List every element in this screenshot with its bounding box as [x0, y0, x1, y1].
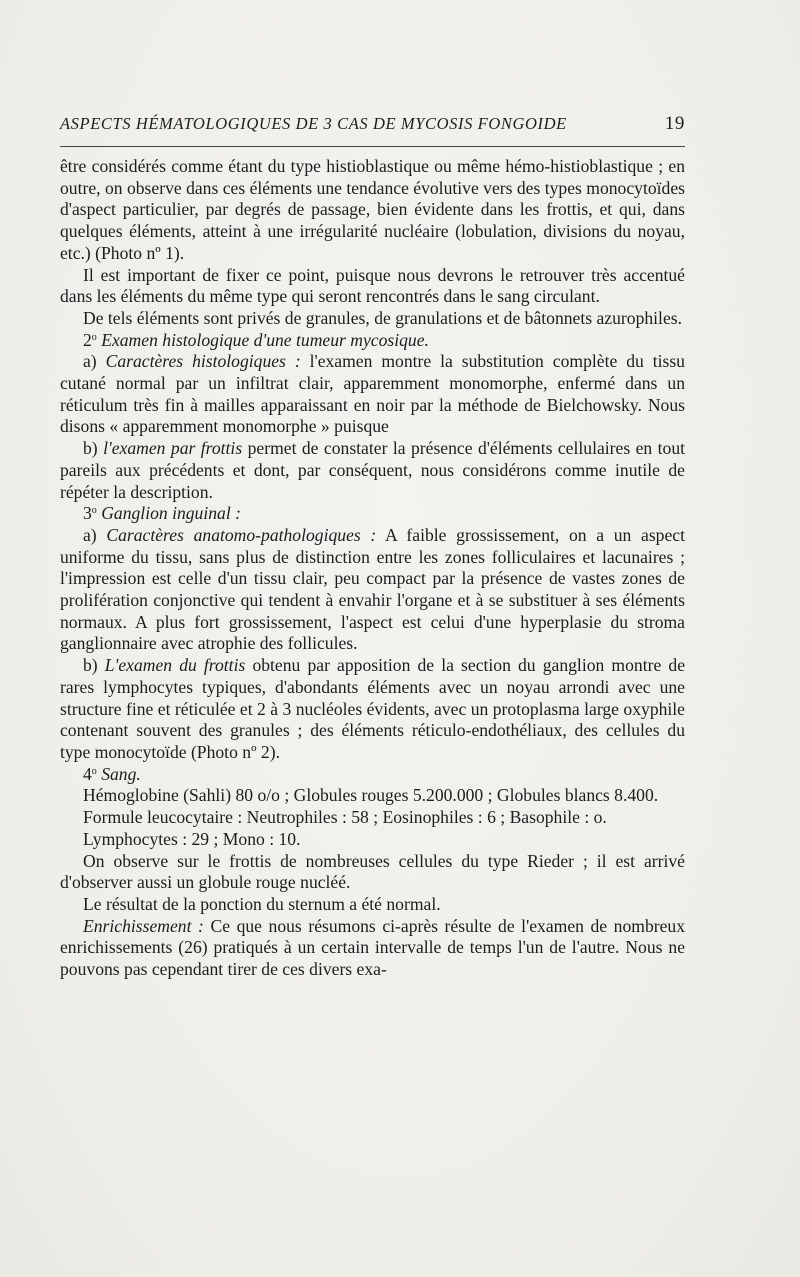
header-rule — [60, 146, 685, 147]
running-title: ASPECTS HÉMATOLOGIQUES DE 3 CAS DE MYCOSIS FONGOIDE — [60, 114, 567, 133]
paragraph-ganglion-b — [60, 655, 685, 764]
running-header — [60, 113, 685, 135]
item-title: L'examen du frottis — [104, 655, 246, 676]
section-heading-3 — [60, 503, 685, 525]
item-text: l'examen montre la substitution complète du tissu cutané normal par un infiltrat clair, apparemment monomorphe, enfermé dans un réticulum très fin à mailles apparaissant en noir par la méthode de Bielchowsky. Nous disons « apparemment monomorphe » puisque — [60, 351, 685, 437]
paragraph-sternum: Le résultat de la ponction du sternum a été normal. — [83, 893, 441, 914]
section-number: 3 — [83, 503, 92, 524]
degree-mark: o — [91, 505, 97, 517]
item-title: Caractères anatomo-pathologiques : — [106, 524, 377, 545]
paragraph-ganglion-a — [60, 525, 685, 655]
section-title: Sang. — [101, 763, 141, 784]
paragraph-rieder: On observe sur le frottis de nombreuses cellules du type Rieder ; il est arrivé d'observer aussi un globule rouge nucléé. — [60, 850, 685, 893]
item-title: Enrichissement : — [83, 915, 204, 936]
item-label: b) — [83, 655, 98, 676]
section-title: Examen histologique d'une tumeur mycosique. — [101, 329, 429, 350]
paragraph-2: Il est important de fixer ce point, puisque nous devrons le retrouver très accentué dans les éléments du même type qui seront rencontrés dans le sang circulant. — [60, 264, 685, 307]
article-body — [60, 156, 685, 981]
item-text: Ce que nous résumons ci-après résulte de l'examen de nombreux enrichissements (26) pratiqués à un certain intervalle de temps l'un de l'autre. Nous ne pouvons pas cependant tirer de ces divers exa- — [60, 915, 686, 980]
item-label: a) — [83, 524, 97, 545]
paragraph-1: être considérés comme étant du type histioblastique ou même hémo-histioblastique ; en outre, on observe dans ces éléments une tendance évolutive vers des types monocytoïdes d'aspect particulier, par degrés de passage, bien évidente dans les frottis, et qui, dans quelques éléments, atteint à une irrégularité nucléaire (lobulation, divisions du noyau, etc.) (Photo nº 1). — [60, 156, 685, 263]
section-number: 2 — [83, 329, 92, 350]
paragraph-leukocyte-formula: Formule leucocytaire : Neutrophiles : 58 ; Eosinophiles : 6 ; Basophile : o. — [83, 807, 607, 828]
item-text: A faible grossissement, on a un aspect uniforme du tissu, sans plus de distinction entre les zones folliculaires et lacunaires ; l'impression est celle d'un tissu clair, peu compact par la présence de vastes zones de prolifération conjonctive qui tendent à envahir l'organe et à se substituer à ses éléments normaux. A plus fort grossissement, l'aspect est celui d'une hyperplasie du stroma ganglionnaire avec atrophie des follicules. — [60, 524, 685, 654]
paragraph-enrichment — [60, 916, 685, 981]
page-number: 19 — [664, 113, 685, 134]
item-title: Caractères histologiques : — [105, 351, 301, 372]
item-label: a) — [83, 351, 97, 372]
paragraph-histology-a — [60, 351, 685, 438]
item-text: permet de constater la présence d'éléments cellulaires en tout pareils aux précédents et dont, par conséquent, nous considérons comme inutile de répéter la description. — [60, 438, 685, 502]
paragraph-histology-b — [60, 438, 685, 503]
item-label: b) — [83, 438, 98, 459]
degree-mark: o — [91, 331, 97, 343]
section-heading-2 — [60, 330, 685, 352]
item-title: l'examen par frottis — [103, 438, 243, 459]
paragraph-hemoglobin: Hémoglobine (Sahli) 80 o/o ; Globules rouges 5.200.000 ; Globules blancs 8.400. — [83, 785, 659, 806]
degree-mark: o — [91, 765, 97, 777]
section-title: Ganglion inguinal : — [101, 503, 241, 524]
item-text: obtenu par apposition de la section du ganglion montre de rares lymphocytes typiques, d'abondants éléments avec un noyau arrondi avec une structure fine et réticulée et 2 à 3 nucléoles évidents, avec un protoplasma large oxyphile contenant souvent des granules ; des éléments réticulo-endothéliaux, des cellules du type monocytoïde (Photo nº 2). — [60, 655, 686, 762]
paragraph-lymphocytes: Lymphocytes : 29 ; Mono : 10. — [83, 828, 301, 849]
section-number: 4 — [83, 763, 92, 784]
section-heading-4 — [60, 764, 685, 786]
paragraph-3: De tels éléments sont privés de granules, de granulations et de bâtonnets azurophiles. — [83, 307, 682, 328]
